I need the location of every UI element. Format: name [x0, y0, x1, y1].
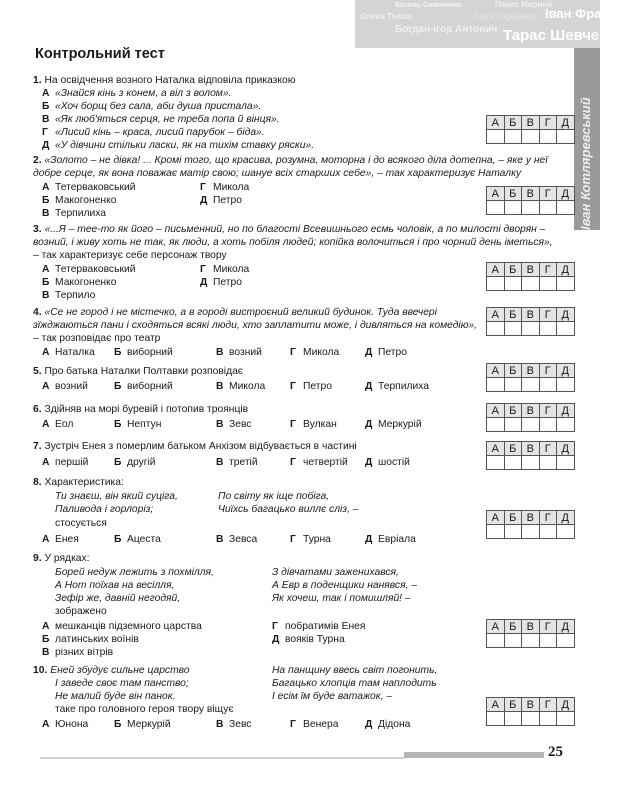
- option-c: В возний: [216, 347, 262, 358]
- option-d: Г Петро: [290, 381, 332, 392]
- option-a: А Тетерваковський: [42, 264, 136, 275]
- page-number: 25: [548, 744, 563, 760]
- option-c: В Зевс: [216, 419, 252, 430]
- verse-line: Ти знаєш, він який суціга,: [55, 491, 178, 502]
- answer-grid: А Б В Г Д: [486, 403, 575, 432]
- option-b: Б Ацеста: [114, 534, 161, 545]
- question-text-line: – так розповідає про театр: [33, 333, 161, 344]
- verse-line: І заведе своє там панство;: [55, 678, 189, 689]
- answer-cell[interactable]: [522, 130, 540, 144]
- answer-cell[interactable]: [539, 130, 557, 144]
- answer-cell[interactable]: [539, 322, 557, 336]
- answer-cell[interactable]: [504, 418, 522, 432]
- answer-cell[interactable]: [504, 201, 522, 215]
- answer-cell[interactable]: [522, 418, 540, 432]
- option-d: Г Микола: [200, 264, 250, 275]
- option-c: В Терпилиха: [42, 208, 107, 219]
- option-d: Г четвертій: [290, 457, 348, 468]
- verse-line: Як хочеш, так і помишляй! –: [272, 593, 411, 604]
- question-2: 2. «Золото – не дівка! ... Кромі того, що красива, розумна, моторна і до всякого діла дотепна, – яке у неї: [33, 155, 548, 166]
- answer-cell[interactable]: [504, 378, 522, 392]
- question-tail: таке про головного героя твору віщує: [55, 704, 234, 715]
- answer-cell[interactable]: [522, 712, 540, 726]
- verse-line: А Нот поїхав на весілля,: [55, 580, 175, 591]
- answer-cell[interactable]: [557, 418, 575, 432]
- footer-rule: [40, 757, 404, 759]
- answer-cell[interactable]: [539, 634, 557, 648]
- question-7: 7. Зустріч Енея з померлим батьком Анхізом відбувається в частині: [33, 441, 357, 452]
- answer-cell[interactable]: [522, 634, 540, 648]
- footer-bar: [404, 752, 544, 758]
- answer-cell[interactable]: [522, 201, 540, 215]
- answer-cell[interactable]: [522, 456, 540, 470]
- answer-cell[interactable]: [539, 277, 557, 291]
- verse-line: Борей недуж лежить з похмілля,: [55, 567, 214, 578]
- option-d: Г Микола: [200, 182, 250, 193]
- verse-line: Зефір же, давній негодяй,: [55, 593, 181, 604]
- option-b: Б Нептун: [114, 419, 162, 430]
- option-b: Б другій: [114, 457, 156, 468]
- answer-cell[interactable]: [539, 418, 557, 432]
- question-number: 1.: [33, 75, 42, 86]
- option-c: В Зевса: [216, 534, 258, 545]
- collage-name: Тарас Шевченко: [503, 27, 625, 44]
- option-e: Д Меркурій: [365, 419, 422, 430]
- verse-line: По світу як іще побіга,: [218, 491, 330, 502]
- answer-cell[interactable]: [504, 634, 522, 648]
- collage-name: Олена Теліга: [360, 12, 412, 21]
- answer-cell[interactable]: [504, 712, 522, 726]
- option-d: Г Турна: [290, 534, 331, 545]
- answer-cell[interactable]: [557, 712, 575, 726]
- answer-cell[interactable]: [539, 201, 557, 215]
- answer-cell[interactable]: [522, 525, 540, 539]
- question-4: 4. «Се не город і не містечко, а в городі вистроєний великий будинок. Туда ввечері: [33, 307, 437, 318]
- option-d: Г побратимів Енея: [272, 621, 366, 632]
- answer-cell[interactable]: [557, 322, 575, 336]
- collage-name: Василь Симоненко: [395, 2, 462, 9]
- answer-grid: А Б В Г Д: [486, 363, 575, 392]
- question-9: 9. У рядках:: [33, 553, 90, 564]
- answer-grid: А Б В Г Д: [486, 262, 575, 291]
- option-b: Б виборний: [114, 381, 173, 392]
- option-a: А Наталка: [42, 347, 95, 358]
- answer-cell[interactable]: [504, 525, 522, 539]
- question-tail: зображено: [55, 606, 107, 617]
- answer-grid: А Б В Г Д: [486, 307, 575, 336]
- question-3: 3. «...Я – тее-то як його – письменний, но по благості Всевишнього есмь чоловік, а по милості дворян –: [33, 224, 546, 235]
- option-a: А першій: [42, 457, 89, 468]
- verse-line: Не малий буде він панок.: [55, 691, 176, 702]
- collage-name: Іван Франко: [545, 6, 624, 21]
- option-c: В Зевс: [216, 719, 252, 730]
- side-decor-strip: [574, 48, 600, 230]
- verse-line: Чиїхсь багацько виллє сліз, –: [218, 504, 359, 515]
- option-b: Б Макогоненко: [42, 195, 117, 206]
- answer-cell[interactable]: [487, 418, 505, 432]
- answer-cell[interactable]: [487, 277, 505, 291]
- answer-cell[interactable]: [487, 201, 505, 215]
- option-e: Д Дідона: [365, 719, 411, 730]
- option-e: Д Евріала: [365, 534, 416, 545]
- page-title: Контрольний тест: [35, 46, 165, 62]
- author-names-collage: [355, 0, 625, 48]
- answer-cell[interactable]: [557, 130, 575, 144]
- question-6: 6. Здійняв на морі буревій і потопив троянців: [33, 404, 249, 415]
- option-d: Г Микола: [290, 347, 340, 358]
- answer-cell[interactable]: [557, 456, 575, 470]
- answer-grid: А Б В Г Д: [486, 697, 575, 726]
- answer-cell[interactable]: [487, 525, 505, 539]
- verse-line: З дівчатами заженихався,: [272, 567, 399, 578]
- question-text: На освідчення возного Наталка відповіла приказкою: [44, 75, 296, 86]
- option-b: Б Меркурій: [114, 719, 171, 730]
- answer-cell[interactable]: [522, 277, 540, 291]
- answer-cell[interactable]: [504, 456, 522, 470]
- answer-cell[interactable]: [522, 378, 540, 392]
- question-tail: стосується: [55, 518, 107, 529]
- question-1: [33, 74, 483, 87]
- option-a: А «Знайся кінь з конем, а віл з волом».: [42, 88, 232, 99]
- answer-cell[interactable]: [557, 277, 575, 291]
- answer-cell[interactable]: [522, 322, 540, 336]
- option-b: Б виборний: [114, 347, 173, 358]
- answer-cell[interactable]: [539, 456, 557, 470]
- option-d: Г Венера: [290, 719, 339, 730]
- option-e: Д шостій: [365, 457, 410, 468]
- answer-grid: А Б В Г Д: [486, 186, 575, 215]
- answer-cell[interactable]: [504, 322, 522, 336]
- answer-cell[interactable]: [557, 634, 575, 648]
- question-5: 5. Про батька Наталки Полтавки розповідає: [33, 366, 244, 377]
- option-e: Д Терпилиха: [365, 381, 430, 392]
- option-b: Б латинських воїнів: [42, 634, 139, 645]
- option-e: Д вояків Турна: [272, 634, 345, 645]
- answer-cell[interactable]: [557, 525, 575, 539]
- answer-cell[interactable]: [487, 634, 505, 648]
- question-text-line: – так характеризує себе персонаж твору: [33, 250, 227, 261]
- option-e: Д Петро: [365, 347, 407, 358]
- answer-cell[interactable]: [487, 712, 505, 726]
- answer-cell[interactable]: [487, 378, 505, 392]
- answer-cell[interactable]: [539, 378, 557, 392]
- answer-cell[interactable]: [487, 456, 505, 470]
- side-author-name: Іван Котляревський: [578, 97, 593, 230]
- answer-cell[interactable]: [504, 130, 522, 144]
- answer-cell[interactable]: [557, 201, 575, 215]
- verse-line: Багацько хлопців там наплодить: [272, 678, 437, 689]
- option-a: А Еол: [42, 419, 74, 430]
- option-c: В різних вітрів: [42, 647, 114, 658]
- answer-grid: А Б В Г Д: [486, 619, 575, 648]
- question-text-line: возний, і живу хоть не так, як люди, а хоть побіля людей; копійка волочиться і про чорний день іметься»,: [33, 237, 553, 248]
- option-b: Б «Хоч борщ без сала, аби душа пристала».: [42, 101, 262, 112]
- option-d: Г «Лисий кінь – краса, лисий парубок – біда».: [42, 127, 265, 138]
- option-b: Б Макогоненко: [42, 277, 117, 288]
- answer-cell[interactable]: [557, 378, 575, 392]
- answer-cell[interactable]: [539, 712, 557, 726]
- option-a: А мешканців підземного царства: [42, 621, 202, 632]
- collage-name: Богдан-Ігор Антонич: [395, 24, 498, 35]
- option-a: А Енея: [42, 534, 79, 545]
- answer-cell[interactable]: [504, 277, 522, 291]
- answer-grid: А Б В Г Д: [486, 441, 575, 470]
- question-text-line: зїжджаються пани і сходяться всякі люди, хто заплатити може, і дивляться на комедію»,: [33, 320, 478, 331]
- verse-line: На панщину ввесь світ погонить,: [272, 665, 438, 676]
- option-c: В третій: [216, 457, 258, 468]
- option-c: В «Як люб'яться серця, не треба попа й вінця».: [42, 114, 280, 125]
- answer-cell[interactable]: [539, 525, 557, 539]
- option-e: Д Петро: [200, 195, 242, 206]
- verse-line: Паливода і горлоріз;: [55, 504, 154, 515]
- question-8: 8. Характеристика:: [33, 477, 124, 488]
- question-text-line: добре серце, як вона поважає матір свою; шануе всіх старших себе», – так характеризує Наталку: [33, 168, 522, 179]
- option-a: А Юнона: [42, 719, 89, 730]
- answer-grid: А Б В Г Д: [486, 115, 575, 144]
- question-10: 10. Еней збудує сильне царство: [33, 665, 190, 676]
- answer-cell[interactable]: [487, 130, 505, 144]
- option-d: Г Вулкан: [290, 419, 337, 430]
- option-c: В Терпило: [42, 290, 96, 301]
- verse-line: А Евр в поденщики нанявся, –: [272, 580, 418, 591]
- option-a: А возний: [42, 381, 88, 392]
- option-e: Д «У дівчини стільки ласки, як на тихім ставку ряски».: [42, 140, 315, 151]
- verse-line: І есім їм буде ватажок, –: [272, 691, 393, 702]
- option-e: Д Петро: [200, 277, 242, 288]
- option-a: А Тетерваковський: [42, 182, 136, 193]
- collage-name: Панас Мирний: [495, 0, 553, 9]
- answer-grid: А Б В Г Д: [486, 510, 575, 539]
- option-c: В Микола: [216, 381, 266, 392]
- answer-cell[interactable]: [487, 322, 505, 336]
- collage-name: Леся Українка: [473, 11, 535, 21]
